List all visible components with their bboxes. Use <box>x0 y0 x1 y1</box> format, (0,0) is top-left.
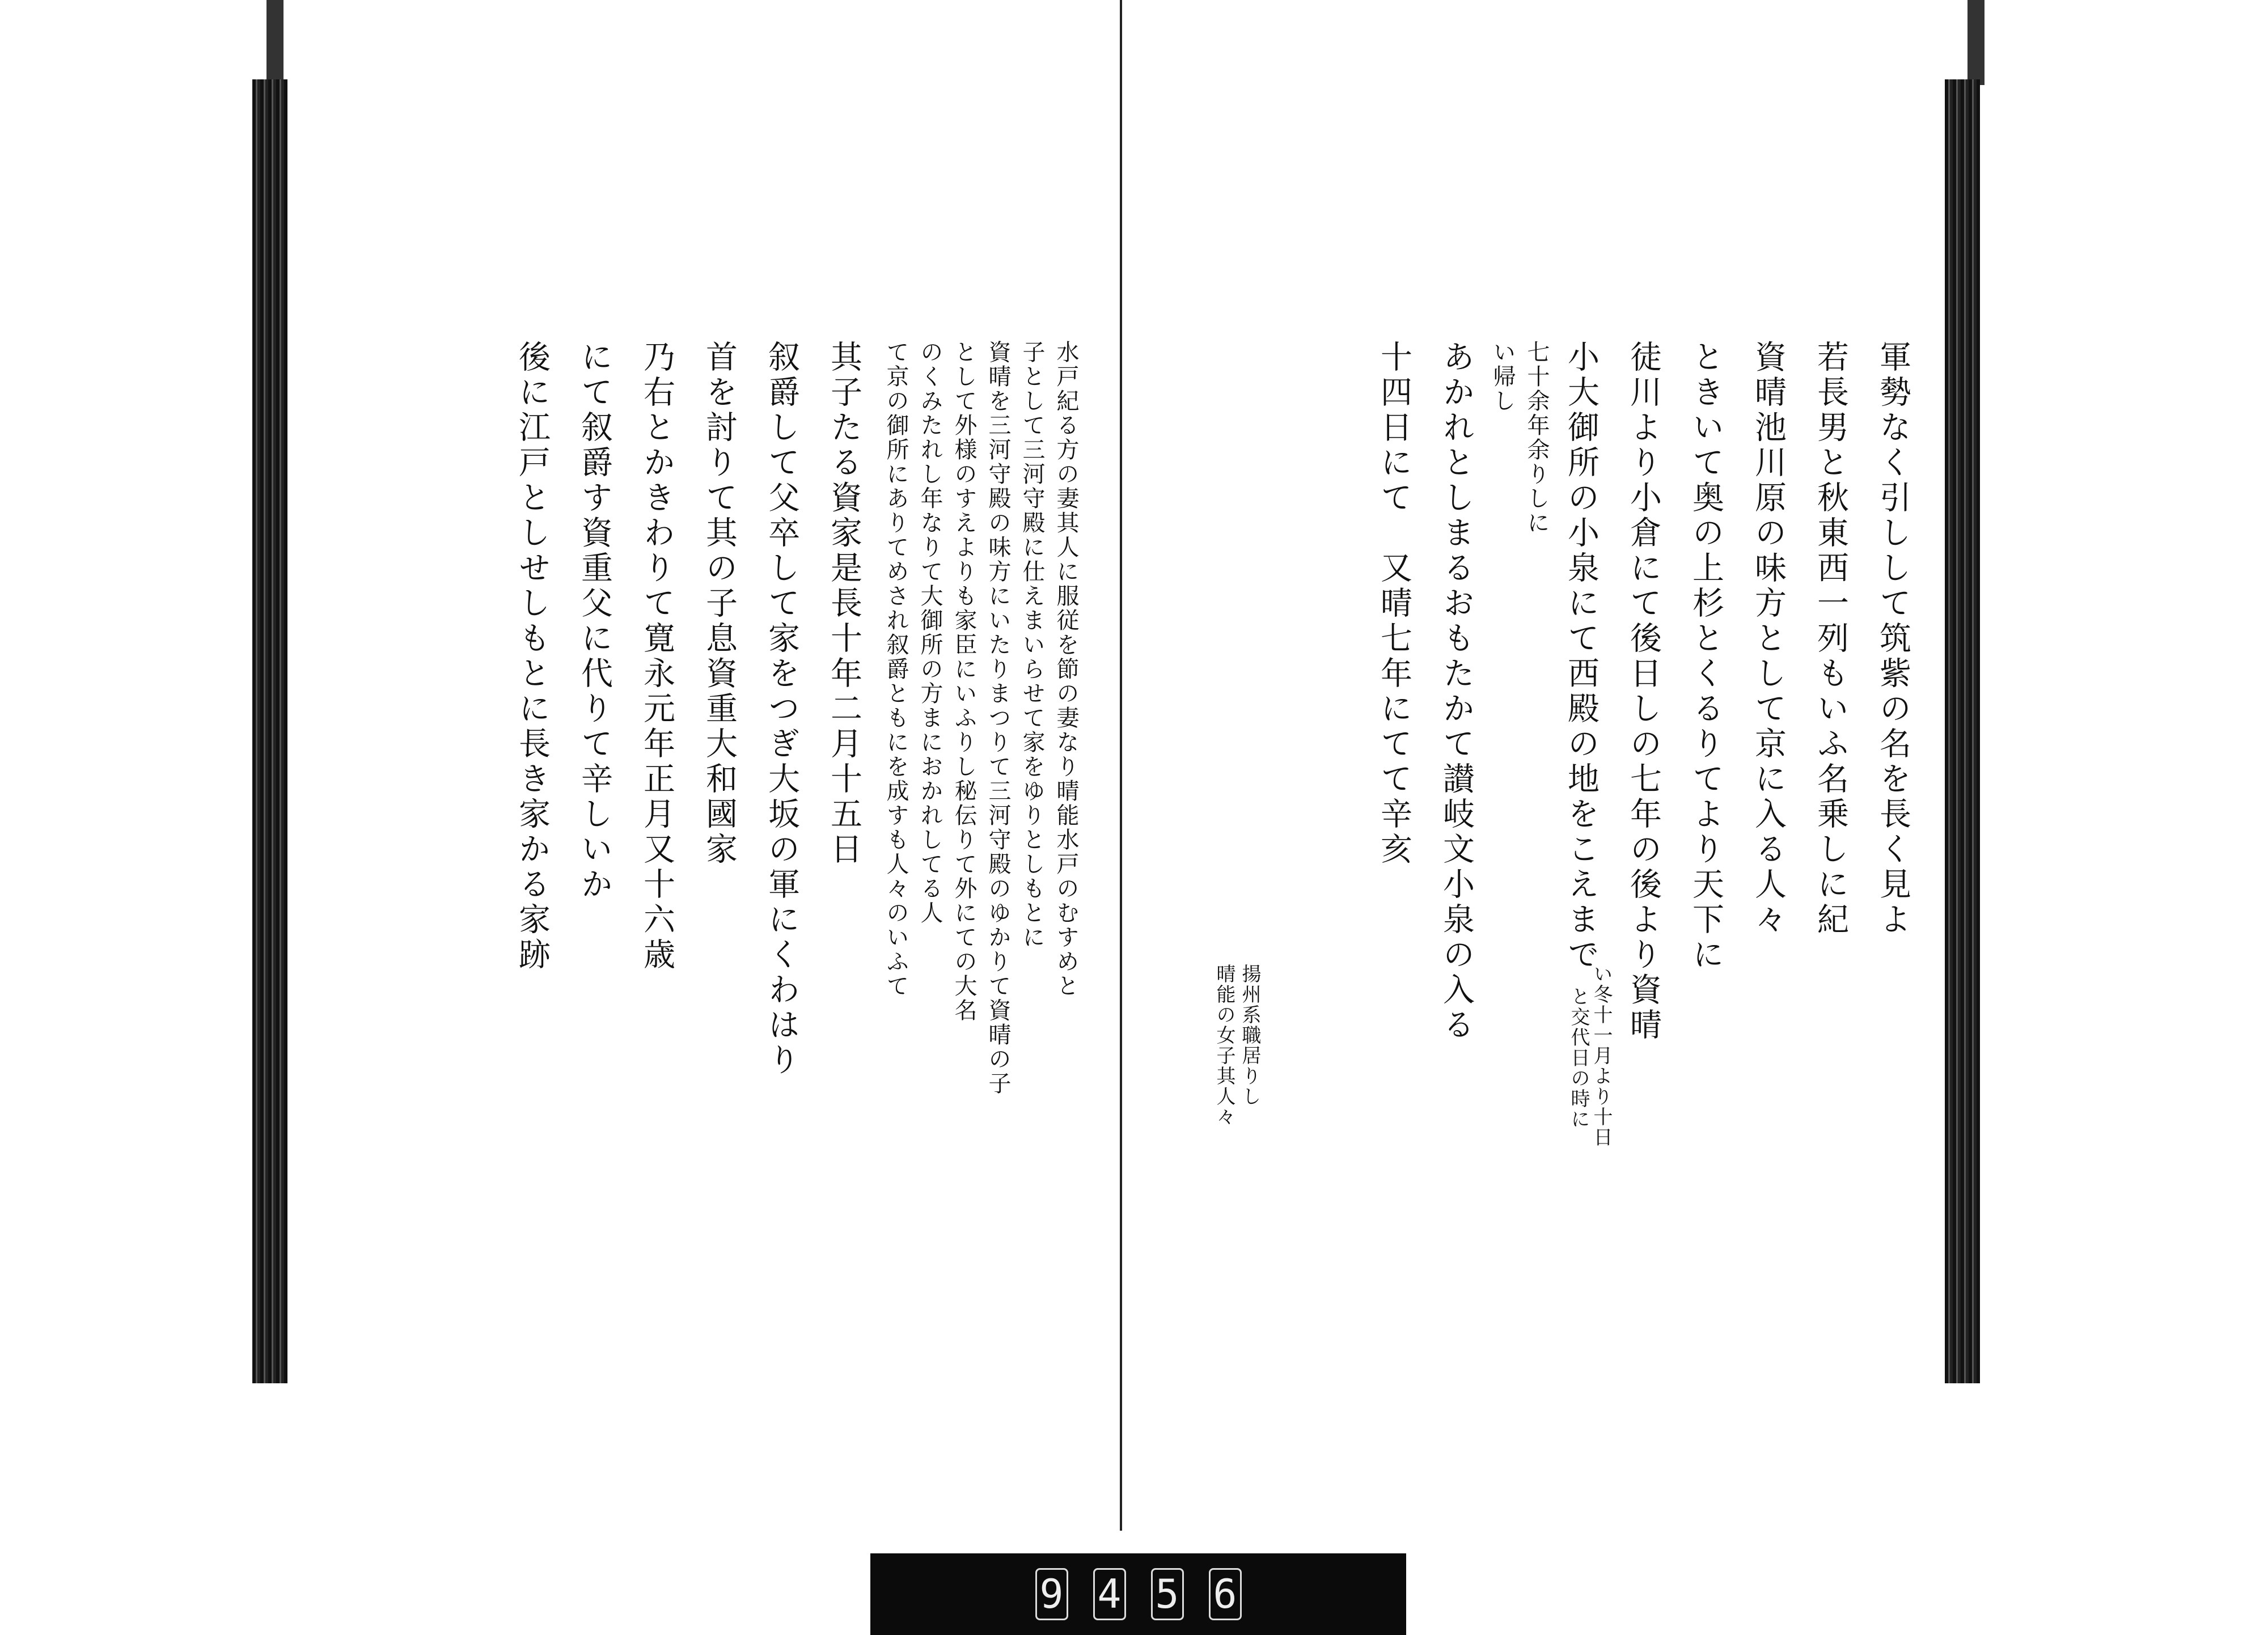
annotation-note: 晴能の女子其人々 <box>1213 964 1235 1127</box>
book-gutter <box>1120 0 1122 1531</box>
page-number-block <box>870 1553 1406 1635</box>
annotation-note: い冬十一月より十日 <box>1590 964 1613 1147</box>
text-column-small: 七十余年余りしに <box>1524 340 1550 535</box>
text-column: 其子たる資家是長十年二月十五日 <box>826 340 862 867</box>
text-column-small: のくみたれし年なりて大御所の方まにおかれしてる人 <box>917 340 943 925</box>
text-column-small: 水戸紀る方の妻其人に服従を節の妻なり晴能水戸のむすめと <box>1053 340 1079 998</box>
left-page-edge <box>252 79 287 1383</box>
text-column-small: として外様のすえよりも家臣にいふりし秘伝りて外にての大名 <box>951 340 977 1023</box>
text-column-small: 子として三河守殿に仕えまいらせて家をゆりとしもとに <box>1019 340 1045 950</box>
text-column-small: い帰し <box>1490 340 1516 413</box>
page-number-digit: 4 <box>1093 1568 1126 1620</box>
left-page <box>352 340 1089 1276</box>
text-column: 後に江戸としせしもとに長き家かる家跡 <box>514 340 551 973</box>
text-column: 資晴池川原の味方として京に入る人々 <box>1750 340 1787 938</box>
text-column: 乃右とかきわりて寛永元年正月又十六歳 <box>638 340 675 973</box>
annotation-note: と交代日の時に <box>1567 986 1590 1129</box>
text-column: 首を討りて其の子息資重大和國家 <box>701 340 738 867</box>
text-column-small: て京の御所にありてめされ叙爵ともにを成すも人々のいふて <box>883 340 909 998</box>
text-column: にて叙爵す資重父に代りて辛しいか <box>576 340 613 903</box>
text-column: 若長男と秋東西一列もいふ名乗しに紀 <box>1812 340 1849 938</box>
right-page <box>1179 340 1911 1276</box>
page-number-digit: 9 <box>1035 1568 1068 1620</box>
text-column: 十四日にて 又晴七年にてて辛亥 <box>1376 340 1412 867</box>
page-number-digit: 6 <box>1209 1568 1242 1620</box>
annotation-note: 揚州系職居りし <box>1238 964 1261 1107</box>
text-column: ときいて奥の上杉とくるりてより天下に <box>1687 340 1724 973</box>
text-column: 小大御所の小泉にて西殿の地をこえまで <box>1563 340 1600 973</box>
right-page-edge <box>1945 79 1980 1383</box>
text-column: 叙爵して父卒して家をつぎ大坂の軍にくわはり <box>763 340 800 1078</box>
text-column: 徒川より小倉にて後日しの七年の後より資晴 <box>1625 340 1662 1043</box>
page-number-digit: 5 <box>1151 1568 1184 1620</box>
text-column-small: 資晴を三河守殿の味方にいたりまつりて三河守殿のゆかりて資晴の子 <box>985 340 1011 1096</box>
text-column: あかれとしまるおもたかて讃岐文小泉の入る <box>1438 340 1475 1043</box>
left-page-edge-top <box>266 0 284 85</box>
text-column: 軍勢なく引しして筑紫の名を長く見よ <box>1875 340 1911 938</box>
right-page-edge-top <box>1967 0 1984 85</box>
